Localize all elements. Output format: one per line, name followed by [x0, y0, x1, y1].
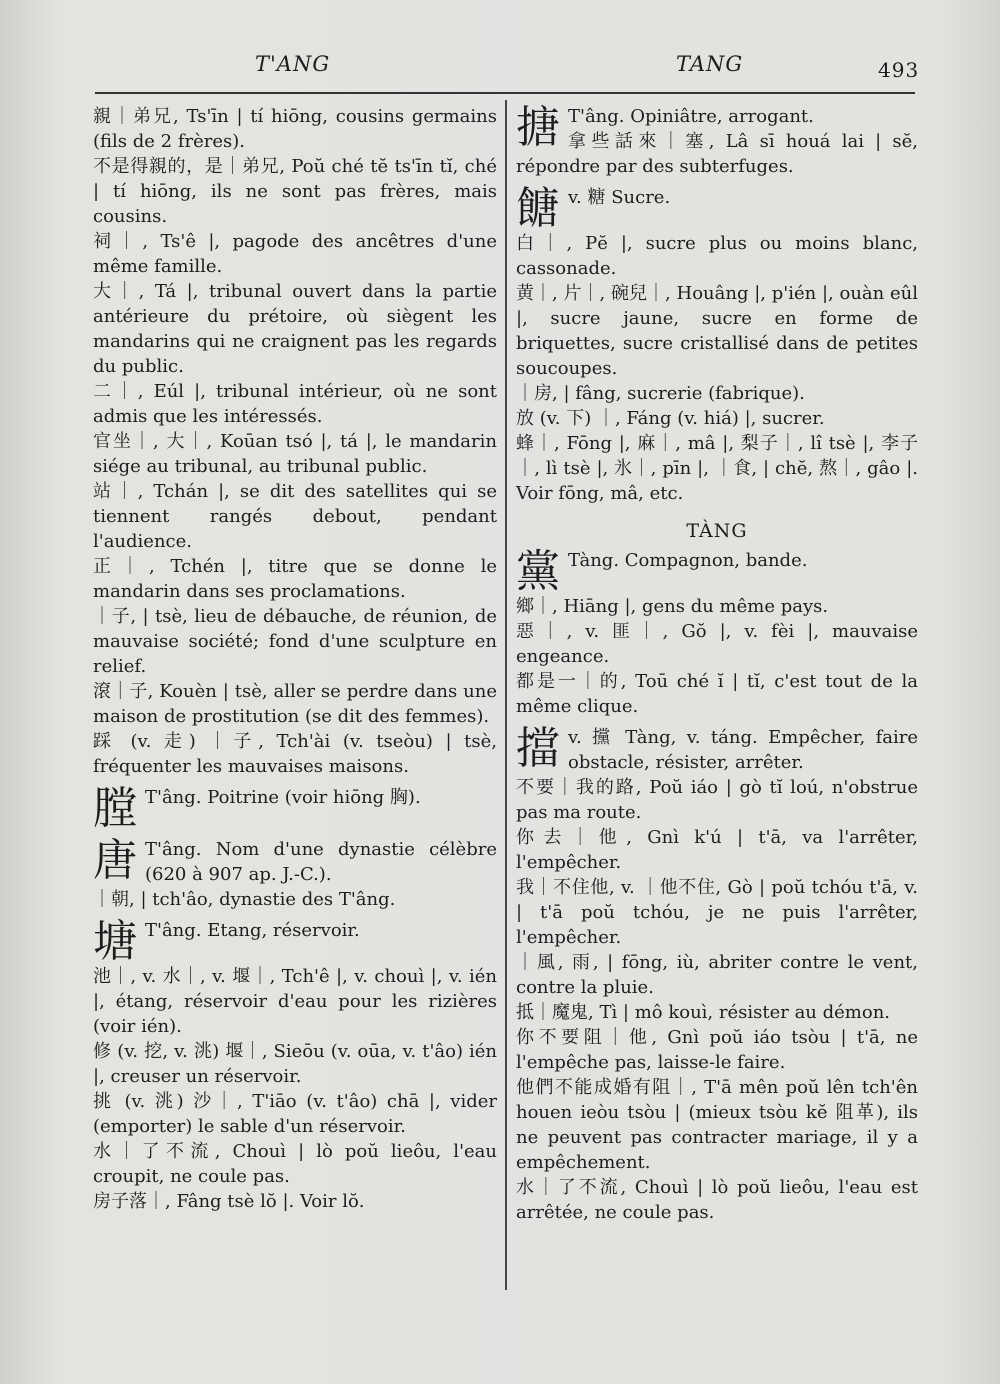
entry: 官坐｜, 大｜, Koūan tsó |, tá |, le mandarin siége au tribunal, au tribunal public. — [93, 431, 497, 477]
entry: 他們不能成婚有阻｜, T'ā mên poŭ lên tch'ên houen ieòu tsòu | (mieux tsòu kĕ 阻革), ils ne peuvent pas contracter mariage, il y a empêchement. — [516, 1077, 918, 1173]
headword-definition: Tàng. Compagnon, bande. — [568, 550, 808, 571]
entry: 池｜, v. 水｜, v. 堰｜, Tch'ê |, v. chouì |, v. ién |, étang, réservoir d'eau pour les rizières (voir ién). — [93, 966, 497, 1037]
entry: 挑 (v. 洮) 沙｜, T'iāo (v. t'âo) chā |, vider (emporter) le sable d'un réservoir. — [93, 1091, 497, 1137]
entry: 踩 (v. 走) ｜子, Tch'ài (v. tseòu) | tsè, fréquenter les mauvaises maisons. — [93, 731, 497, 777]
entry: 大｜, Tá |, tribunal ouvert dans la partie antérieure du prétoire, où siègent les mandarins qui ne craignent pas les regards du public. — [93, 281, 497, 377]
entry: 房子落｜, Fâng tsè lŏ |. Voir lŏ. — [93, 1191, 365, 1212]
header-rule — [95, 92, 915, 94]
entry: 水｜了不流, Chouì | lò poŭ lieôu, l'eau est arrêtée, ne coule pas. — [516, 1177, 918, 1223]
left-column — [93, 104, 497, 1214]
column-divider — [505, 100, 507, 1290]
headword-entry — [516, 719, 918, 775]
entry: 蜂｜, Fōng |, 麻｜, mâ |, 梨子｜, lî tsè |, 李子｜, lì tsè |, 氷｜, pīn |, ｜食, | chĕ, 熬｜, gâo |. Voir fōng, mâ, etc. — [516, 433, 918, 504]
entry: 站｜, Tchán |, se dit des satellites qui se tiennent rangés debout, pendant l'audience. — [93, 481, 497, 552]
entry: 你去｜他, Gnì k'ú | t'ā, va l'arrêter, l'empêcher. — [516, 827, 918, 873]
headword-char: 餹 — [516, 183, 560, 234]
headword-char: 唐 — [93, 835, 137, 886]
headword-definition: T'âng. Nom d'une dynastie célèbre (620 à 907 ap. J.-C.). — [145, 839, 497, 885]
headword-entry — [93, 912, 497, 967]
entry: 不要｜我的路, Poŭ iáo | gò tĭ loú, n'obstrue pas ma route. — [516, 777, 918, 823]
entry: 鄉｜, Hiāng |, gens du même pays. — [516, 596, 829, 617]
entry: 正｜, Tchén |, titre que se donne le mandarin dans ses proclamations. — [93, 556, 497, 602]
entry: 都是一｜的, Toū ché ĭ | tĭ, c'est tout de la même clique. — [516, 671, 918, 717]
headword-char: 膛 — [93, 783, 137, 834]
page-number: 493 — [878, 58, 920, 82]
headword-entry — [516, 104, 918, 179]
headword-definition: T'âng. Poitrine (voir hiōng 胸). — [145, 787, 421, 808]
entry: 抵｜魔鬼, Tì | mô kouì, résister au démon. — [516, 1002, 891, 1023]
entry: 白｜, Pĕ |, sucre plus ou moins blanc, cassonade. — [516, 233, 918, 279]
entry: 親｜弟兄, Ts'īn | tí hiōng, cousins germains (fils de 2 frères). — [93, 106, 497, 152]
entry: 不是得親的，是｜弟兄, Poŭ ché tĕ ts'īn tĭ, ché | tí hiōng, ils ne sont pas frères, mais cousins. — [93, 156, 497, 227]
headword-char: 黨 — [516, 546, 560, 597]
section-title: TÀNG — [686, 520, 748, 542]
right-column — [516, 104, 918, 1225]
headword-entry — [516, 546, 918, 597]
entry: 滾｜子, Kouèn | tsè, aller se perdre dans une maison de prostitution (se dit des femmes). — [93, 681, 497, 727]
entry: 二｜, Eúl |, tribunal intérieur, où ne sont admis que les intéressés. — [93, 381, 497, 427]
headword-definition: v. 攩 Tàng, v. táng. Empêcher, faire obstacle, résister, arrêter. — [568, 727, 918, 773]
entry: 你不要阻｜他, Gnì poŭ iáo tsòu | t'ā, ne l'empêche pas, laisse-le faire. — [516, 1027, 918, 1073]
entry: 修 (v. 挖, v. 洮) 堰｜, Sieōu (v. oūa, v. t'âo) ién |, creuser un réservoir. — [93, 1041, 497, 1087]
headword-entry — [516, 179, 918, 234]
entry: ｜房, | fâng, sucrerie (fabrique). — [516, 383, 805, 404]
headword-char: 擋 — [516, 723, 560, 774]
headword-char: 塘 — [93, 916, 137, 967]
running-head-left: T'ANG — [255, 52, 331, 76]
entry: ｜子, | tsè, lieu de débauche, de réunion, de mauvaise société; fond d'une sculpture en relief. — [93, 606, 497, 677]
entry: ｜朝, | tch'âo, dynastie des T'âng. — [93, 889, 396, 910]
entry: 黄｜, 片｜, 碗兒｜, Houâng |, p'ién |, ouàn eûl |, sucre jaune, sucre en forme de briquettes, sucre cristallisé dans de petites soucoupes. — [516, 283, 918, 379]
headword-definition: v. 糖 Sucre. — [568, 187, 671, 208]
entry: 拿些話來｜塞, Lâ sī houá lai | sĕ, répondre par des subterfuges. — [516, 131, 918, 177]
entry: ｜風, 雨, | fōng, iù, abriter contre le vent, contre la pluie. — [516, 952, 918, 998]
headword-char: 搪 — [516, 102, 560, 153]
entry: 水｜了不流, Chouì | lò poŭ lieôu, l'eau croupit, ne coule pas. — [93, 1141, 497, 1187]
headword-definition: T'âng. Opiniâtre, arrogant. — [568, 106, 814, 127]
running-head-right: TANG — [676, 52, 744, 76]
entry: 放 (v. 下) ｜, Fáng (v. hiá) |, sucrer. — [516, 408, 825, 429]
headword-definition: T'âng. Etang, réservoir. — [145, 920, 360, 941]
headword-entry — [93, 779, 497, 834]
entry: 我｜不住他, v. ｜他不住, Gò | poŭ tchóu t'ā, v. | t'ā poŭ tchóu, je ne puis l'arrêter, l'empêcher. — [516, 877, 918, 948]
entry: 惡｜, v. 匪｜, Gŏ |, v. fèi |, mauvaise engeance. — [516, 621, 918, 667]
entry: 祠｜, Ts'ê |, pagode des ancêtres d'une même famille. — [93, 231, 497, 277]
headword-entry — [93, 831, 497, 912]
